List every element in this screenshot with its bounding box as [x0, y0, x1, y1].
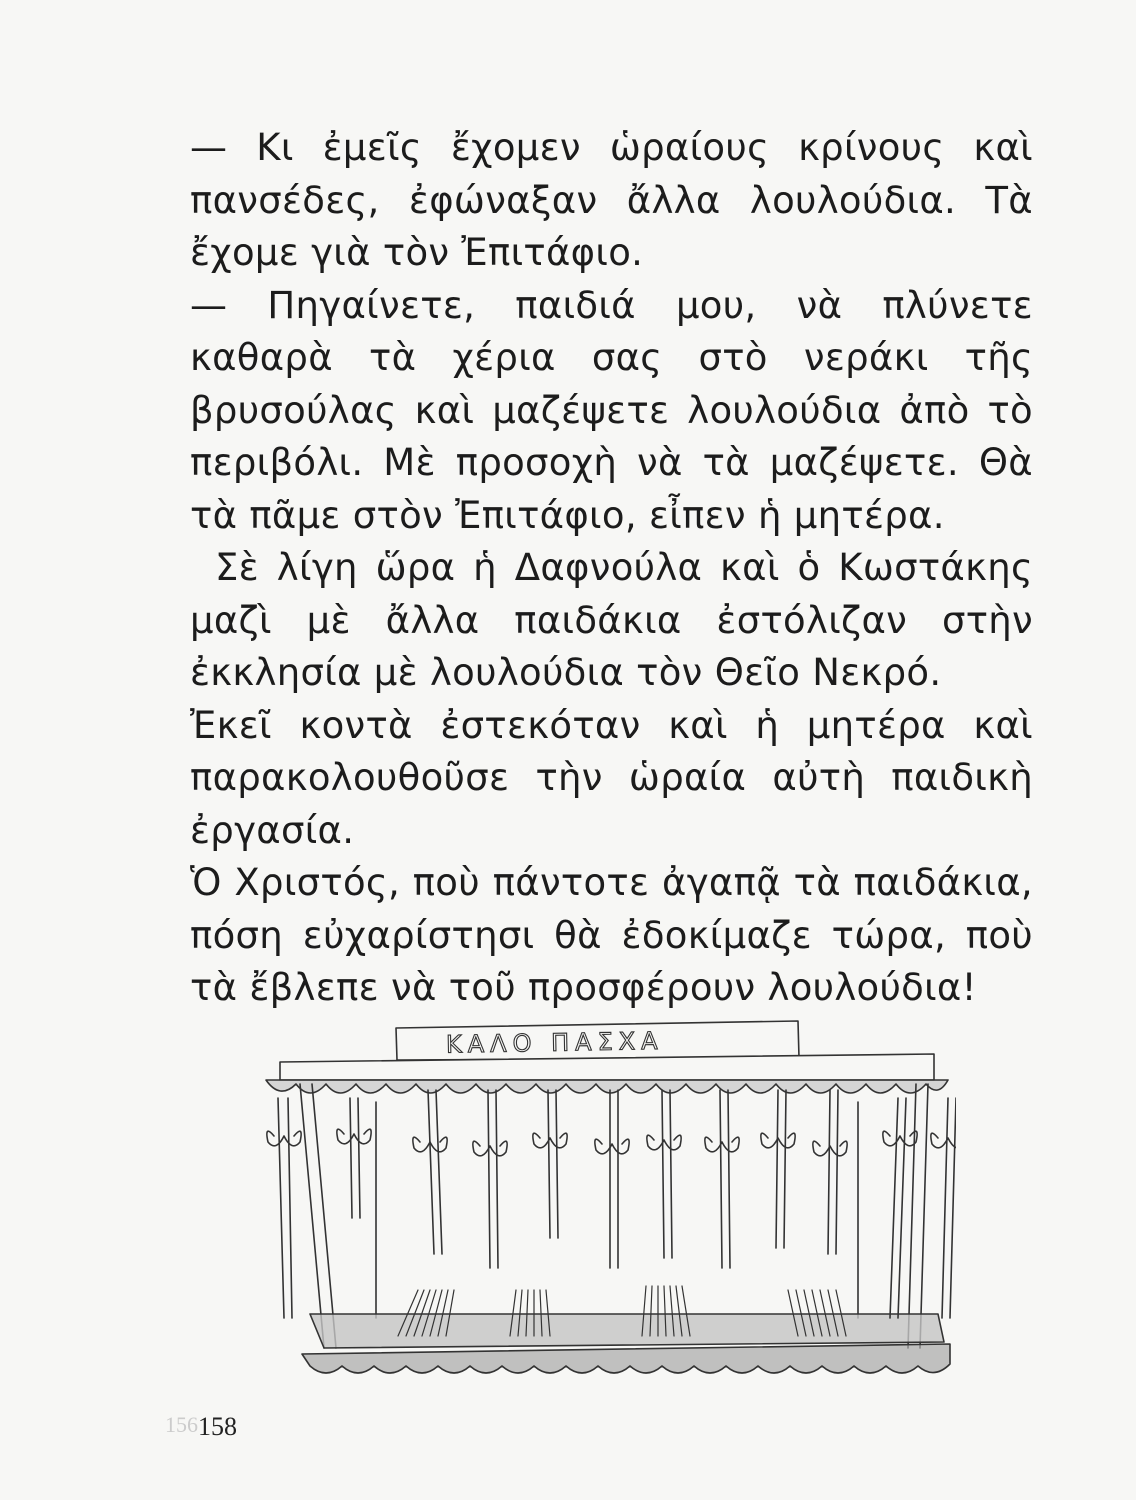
- paragraph-children-decorate: Σὲ λίγη ὥρα ἡ Δαφνούλα καὶ ὁ Κωστάκης μαζὶ μὲ ἄλλα παιδάκια ἐστόλιζαν στὴν ἐκκλησία μὲ λουλούδια τὸν Θεῖο Νεκρό.: [190, 546, 1033, 694]
- bleed-through-page-number: 156: [165, 1412, 198, 1437]
- epitaphios-illustration: [258, 1018, 956, 1390]
- paragraph-mother-instructs: — Πηγαίνετε, παιδιά μου, νὰ πλύνετε καθαρὰ τὰ χέρια σας στὸ νεράκι τῆς βρυσούλας καὶ μαζέψετε λουλούδια ἀπὸ τὸ περιβόλι. Μὲ προσοχὴ νὰ τὰ μαζέψετε. Θὰ τὰ πᾶμε στὸν Ἐπιτάφιο, εἶπεν ἡ μητέρα.: [190, 283, 1033, 537]
- paragraph-mother-watches: Ἐκεῖ κοντὰ ἐστεκόταν καὶ ἡ μητέρα καὶ παρακολουθοῦσε τὴν ὡραία αὐτὴ παιδικὴ ἐργασία.: [190, 703, 1033, 852]
- paragraph-christ-joy: Ὁ Χριστός, ποὺ πάντοτε ἀγαπᾷ τὰ παιδάκια, πόση εὐχαρίστησι θὰ ἐδοκίμαζε τώρα, ποὺ τὰ ἔβλεπε νὰ τοῦ προσφέρουν λουλούδια!: [190, 861, 1033, 1009]
- page-number: 158: [198, 1412, 237, 1441]
- paragraph-flowers-speak: — Κι ἐμεῖς ἔχομεν ὡραίους κρίνους καὶ πανσέδες, ἐφώναξαν ἄλλα λουλούδια. Τὰ ἔχομε γιὰ τὸν Ἐπιτάφιο.: [190, 126, 1033, 274]
- ribbon-bows: [267, 1090, 956, 1318]
- main-text: [190, 122, 1033, 1015]
- sign-text: ΚΑΛΟ ΠΑΣΧΑ: [445, 1026, 664, 1059]
